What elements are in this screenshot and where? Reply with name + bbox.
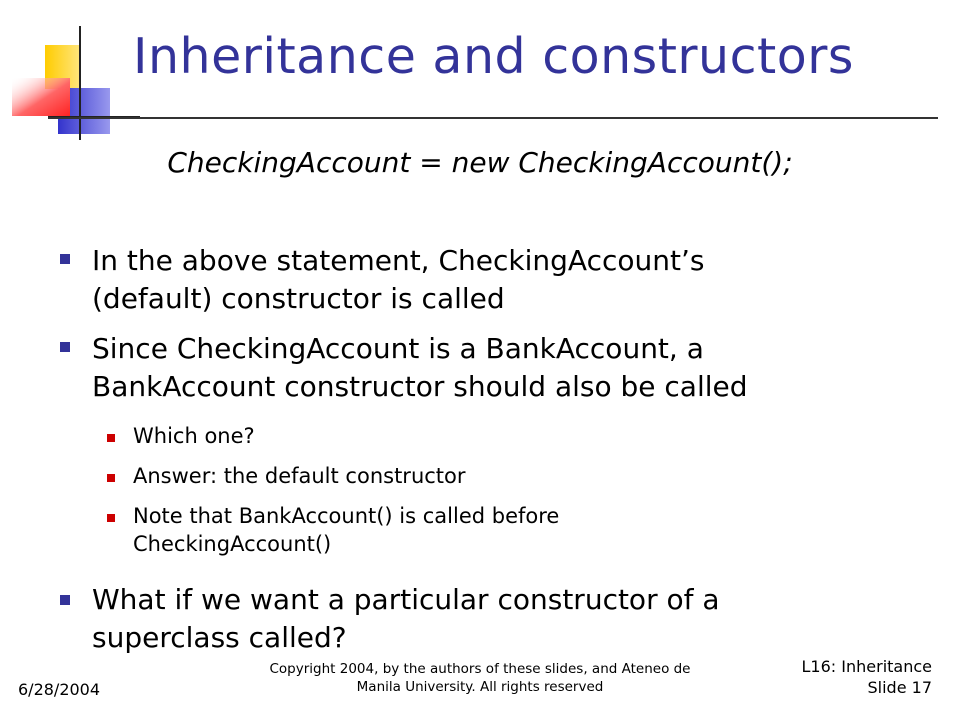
footer-slide-info bbox=[802, 656, 932, 698]
bullet-text: (default) constructor is called bbox=[92, 282, 505, 315]
code-statement: CheckingAccount = new CheckingAccount(); bbox=[167, 146, 793, 179]
bullet-item bbox=[92, 330, 748, 406]
bullet-text: superclass called? bbox=[92, 621, 347, 654]
sub-bullet-marker bbox=[107, 474, 115, 482]
footer-copyright bbox=[230, 660, 730, 696]
sub-bullet-text: Note that BankAccount() is called before bbox=[133, 504, 560, 528]
sub-bullet-marker bbox=[107, 434, 115, 442]
bullet-text: What if we want a particular constructor of a bbox=[92, 583, 720, 616]
sub-bullet-text: Answer: the default constructor bbox=[133, 464, 466, 488]
course-label: L16: Inheritance bbox=[801, 657, 932, 676]
slide-number: Slide 17 bbox=[867, 678, 932, 697]
bullet-marker bbox=[60, 595, 70, 605]
bullet-text: BankAccount constructor should also be called bbox=[92, 370, 748, 403]
sub-bullet-item bbox=[133, 422, 255, 450]
bullet-item bbox=[92, 242, 704, 318]
copyright-line: Copyright 2004, by the authors of these slides, and Ateneo de bbox=[269, 661, 691, 677]
sub-bullet-marker bbox=[107, 514, 115, 522]
bullet-text: In the above statement, CheckingAccount’s bbox=[92, 244, 705, 277]
sub-bullet-text: Which one? bbox=[133, 424, 255, 448]
bullet-marker bbox=[60, 254, 70, 264]
bullet-marker bbox=[60, 342, 70, 352]
sub-bullet-item bbox=[133, 462, 466, 490]
sub-bullet-text: CheckingAccount() bbox=[133, 532, 332, 556]
bullet-item bbox=[92, 581, 720, 657]
sub-bullet-item bbox=[133, 502, 559, 558]
footer-date: 6/28/2004 bbox=[18, 680, 101, 699]
bullet-text: Since CheckingAccount is a BankAccount, a bbox=[92, 332, 704, 365]
copyright-line: Manila University. All rights reserved bbox=[356, 679, 604, 695]
slide-title: Inheritance and constructors bbox=[133, 28, 854, 85]
